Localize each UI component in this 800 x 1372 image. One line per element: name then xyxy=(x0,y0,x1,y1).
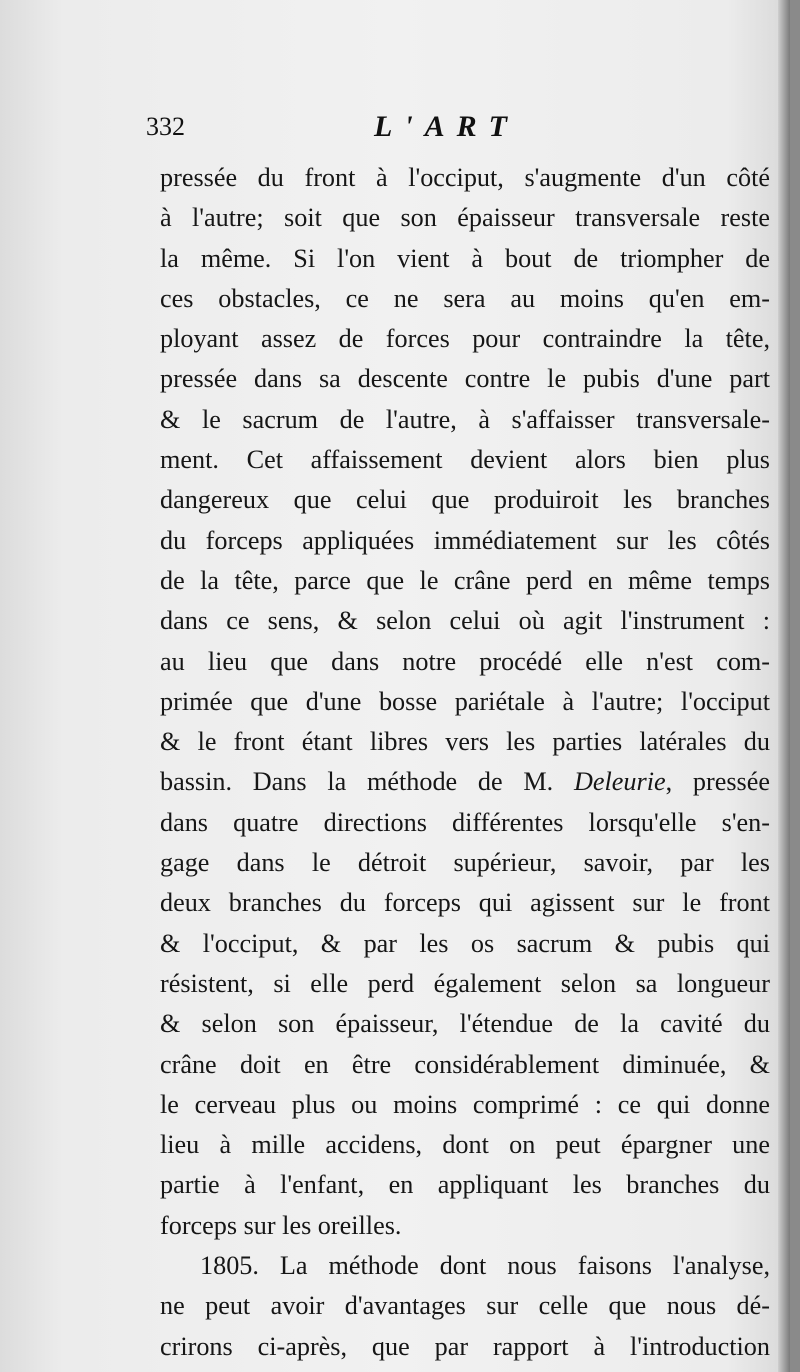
text-line: ne peut avoir d'avantages sur celle que nous dé- xyxy=(160,1291,770,1321)
text-line: & selon son épaisseur, l'étendue de la cavité du xyxy=(160,1009,770,1039)
text-line: le cerveau plus ou moins comprimé : ce qui donne xyxy=(160,1089,770,1119)
text-line: la même. Si l'on vient à bout de triompher de xyxy=(160,243,770,273)
text-line: ces obstacles, ce ne sera au moins qu'en em- xyxy=(160,283,770,313)
text-line: & le front étant libres vers les parties latérales du xyxy=(160,727,770,757)
text-line: gage dans le détroit supérieur, savoir, par les xyxy=(160,848,770,878)
text-line: dans quatre directions différentes lorsqu'elle s'en- xyxy=(160,807,770,837)
text-line: partie à l'enfant, en appliquant les branches du xyxy=(160,1170,770,1200)
text-line: deux branches du forceps qui agissent sur le front xyxy=(160,888,770,918)
text-line: crâne doit en être considérablement diminuée, & xyxy=(160,1049,770,1079)
text-line-with-name xyxy=(160,762,770,802)
running-title: L'ART xyxy=(374,110,520,143)
text-line: primée que d'une bosse pariétale à l'autre; l'occiput xyxy=(160,686,770,716)
text-line: dans ce sens, & selon celui où agit l'instrument : xyxy=(160,606,770,636)
text-line: forceps sur les oreilles. xyxy=(160,1210,402,1240)
text-line: pressée du front à l'occiput, s'augmente d'un côté xyxy=(160,163,770,192)
text-segment: bassin. Dans la méthode de M. xyxy=(160,767,554,797)
text-segment: , pressée xyxy=(665,767,770,797)
person-name: Deleurie xyxy=(574,767,666,797)
text-line: résistent, si elle perd également selon sa longueur xyxy=(160,968,770,998)
text-line: au lieu que dans notre procédé elle n'est com- xyxy=(160,646,770,676)
text-line: ment. Cet affaissement devient alors bien plus xyxy=(160,445,770,475)
body-text xyxy=(160,158,770,1367)
text-line: dangereux que celui que produiroit les branches xyxy=(160,485,770,515)
page-number: 332 xyxy=(146,112,185,141)
text-line: à l'autre; soit que son épaisseur transversale reste xyxy=(160,203,770,233)
text-line: 1805. La méthode dont nous faisons l'analyse, xyxy=(200,1251,770,1281)
running-head xyxy=(146,112,766,152)
text-line: ployant assez de forces pour contraindre la tête, xyxy=(160,324,770,354)
page-edge xyxy=(778,0,790,1372)
text-line: crirons ci-après, que par rapport à l'introduction xyxy=(160,1331,770,1361)
text-line: du forceps appliquées immédiatement sur les côtés xyxy=(160,525,770,555)
text-line: & le sacrum de l'autre, à s'affaisser transversale- xyxy=(160,404,770,434)
text-line: de la tête, parce que le crâne perd en même temps xyxy=(160,565,770,595)
text-line: & l'occiput, & par les os sacrum & pubis qui xyxy=(160,928,770,958)
text-line: pressée dans sa descente contre le pubis d'une part xyxy=(160,364,770,394)
text-line: lieu à mille accidens, dont on peut épargner une xyxy=(160,1130,770,1160)
